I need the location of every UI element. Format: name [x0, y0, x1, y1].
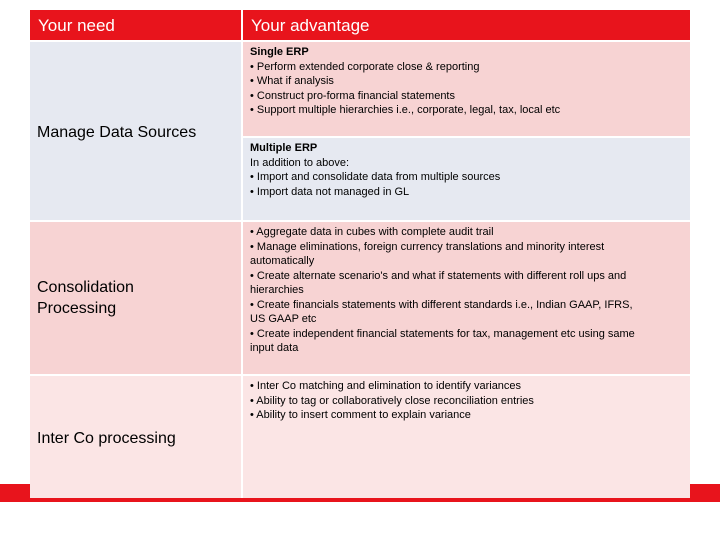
list-item: • Import data not managed in GL: [250, 185, 410, 198]
need-label-line: Consolidation: [37, 279, 134, 296]
advantage-multiple-erp: [243, 138, 690, 220]
list-item: • Import and consolidate data from multiple sources: [250, 171, 501, 183]
list-item: • Construct pro-forma financial statements: [250, 89, 455, 102]
list-item: • Ability to insert comment to explain variance: [250, 409, 471, 421]
header-your-advantage: Your advantage: [243, 10, 690, 40]
need-label: Inter Co processing: [37, 430, 176, 447]
single-erp-title: Single ERP: [250, 46, 309, 58]
list-item: • Create financials statements with different standards i.e., Indian GAAP, IFRS,: [250, 298, 633, 311]
list-item: • Create independent financial statements for tax, management etc using same: [250, 327, 635, 340]
needs-advantage-table: [30, 10, 690, 498]
list-item: • Create alternate scenario's and what if statements with different roll ups and: [250, 269, 627, 282]
need-label-line: Processing: [37, 300, 117, 317]
advantage-consolidation: [243, 222, 690, 374]
list-item: • Manage eliminations, foreign currency translations and minority interest: [250, 240, 605, 253]
need-consolidation-processing: [30, 222, 241, 374]
list-item: • Perform extended corporate close & reporting: [250, 60, 480, 73]
list-item: • Inter Co matching and elimination to identify variances: [250, 380, 522, 392]
list-item: • Support multiple hierarchies i.e., corporate, legal, tax, local etc: [250, 104, 561, 116]
list-item: In addition to above:: [250, 156, 350, 169]
list-item: hierarchies: [250, 284, 304, 296]
multiple-erp-title: Multiple ERP: [250, 142, 318, 154]
list-item: • What if analysis: [250, 75, 334, 87]
need-inter-co-processing: [30, 376, 241, 498]
header-your-need: Your need: [30, 10, 241, 40]
list-item: • Ability to tag or collaboratively close reconciliation entries: [250, 394, 534, 407]
list-item: automatically: [250, 255, 315, 267]
need-label: [37, 277, 134, 319]
need-label: Manage Data Sources: [37, 124, 197, 141]
list-item: input data: [250, 342, 299, 354]
list-item: • Aggregate data in cubes with complete audit trail: [250, 226, 494, 238]
advantage-single-erp: [243, 42, 690, 136]
need-manage-data-sources: [30, 42, 241, 220]
advantage-inter-co: [243, 376, 690, 498]
list-item: US GAAP etc: [250, 313, 317, 325]
